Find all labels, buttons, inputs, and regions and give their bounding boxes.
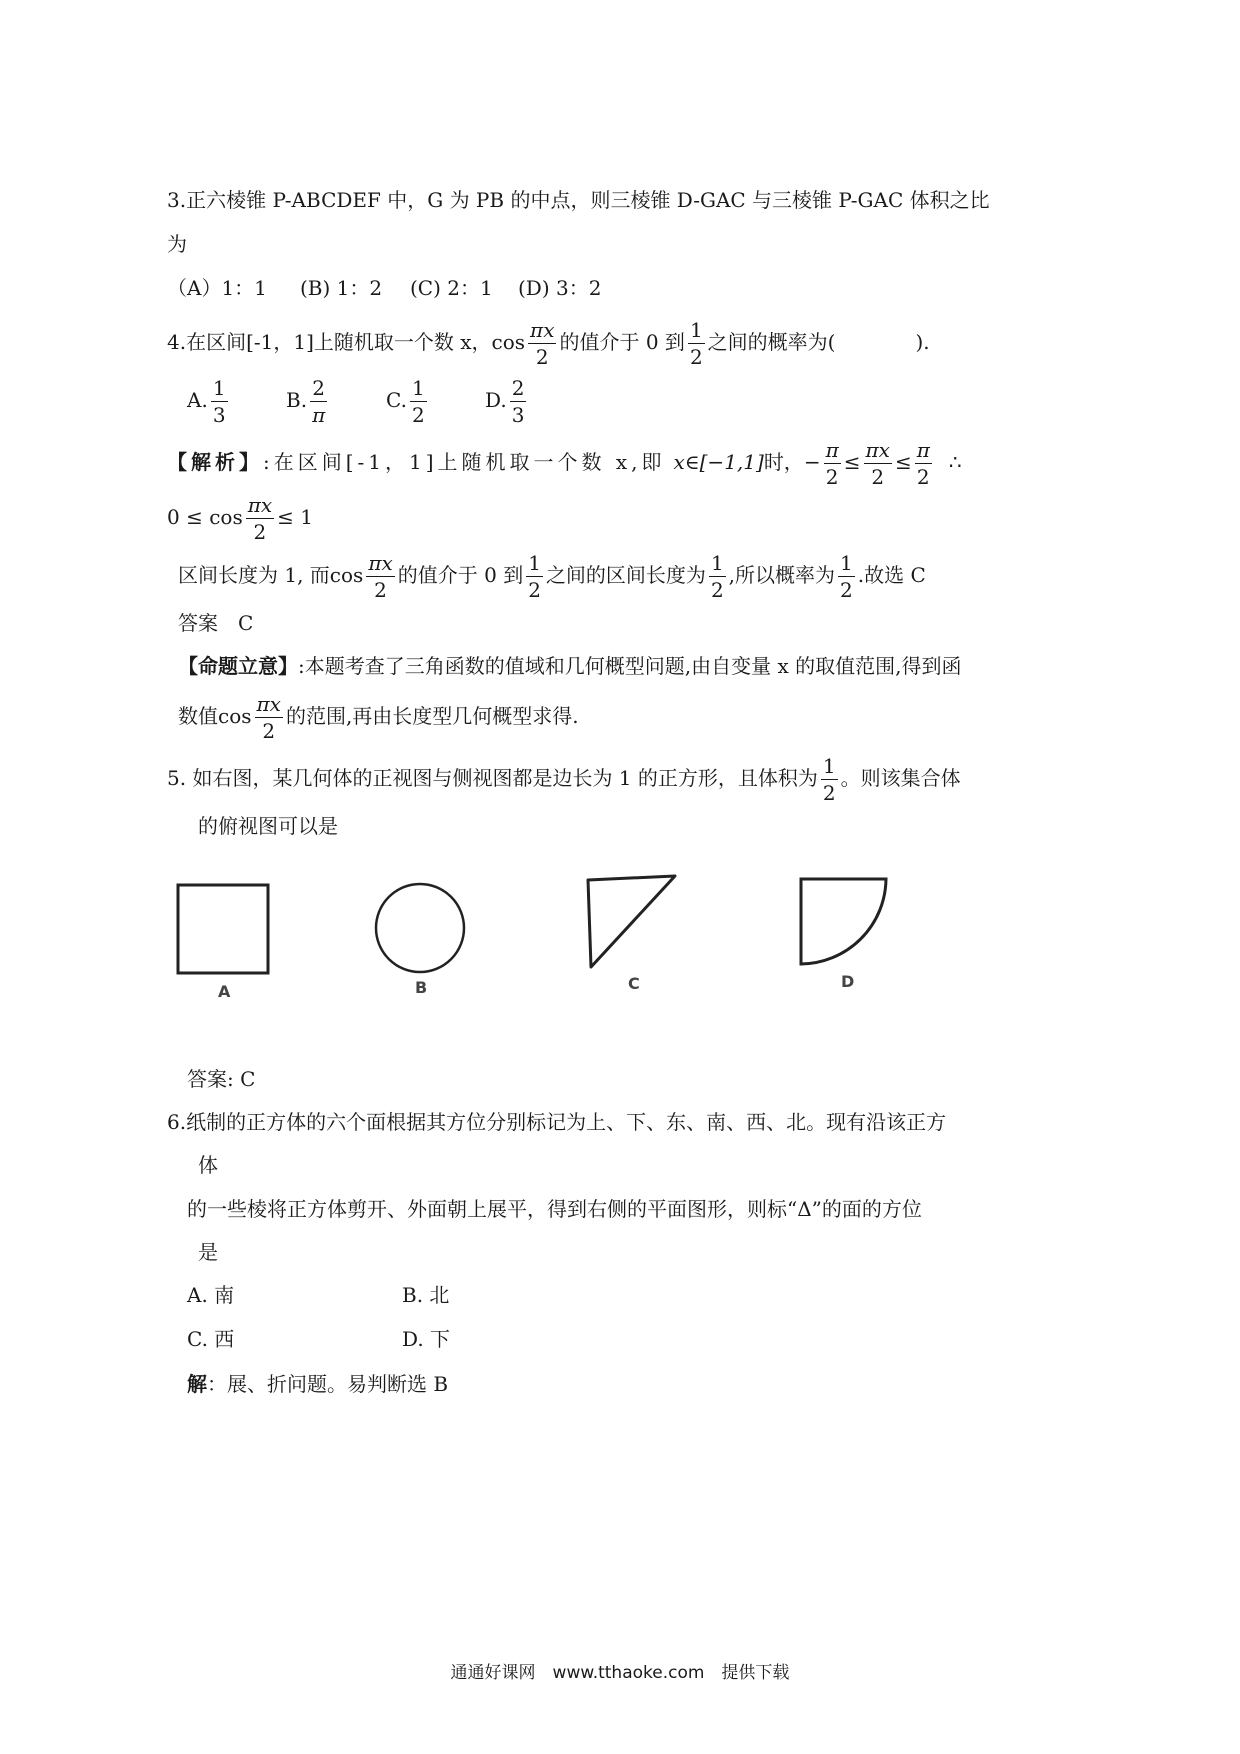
analysis-line2-fraction: $\frac{\pi x}{2}$: [247, 493, 273, 544]
q4-half-fraction: [688, 320, 705, 367]
analysis-answer: 答案 C: [178, 611, 254, 635]
q3-option-d: (D) 3：2: [518, 276, 602, 300]
analysis-line3-cos-fraction: $\frac{\pi x}{2}$: [368, 551, 393, 602]
figure-b-label: B: [415, 978, 428, 997]
q4-cos-fraction: [528, 320, 556, 367]
analysis-line1: 【解析】:在区间[-1，1]上随机取一个数 x,即 x∈[−1,1]时，− $\frac{\pi}{2}$ ≤ $\frac{\pi x}{2}$ ≤ $\frac{\pi}{2}$ ∴: [167, 438, 962, 489]
q3-line2: 为: [167, 232, 187, 256]
intent-line1: 【命题立意】:本题考查了三角函数的值域和几何概型问题,由自变量 x 的取值范围,得到函: [178, 654, 962, 678]
q4-frac-num: πx: [530, 318, 555, 342]
figure-d-quarter-circle: [801, 879, 886, 964]
analysis-membership: x∈[−1,1]: [673, 450, 764, 474]
figure-c-label: C: [628, 974, 640, 993]
analysis-text2: 时，: [763, 450, 804, 474]
intent-line2: 数值cos $\frac{\pi x}{2}$ 的范围,再由长度型几何概型求得.: [178, 692, 579, 743]
analysis-line3: 区间长度为 1, 而cos $\frac{\pi x}{2}$ 的值介于 0 到 $\frac{1}{2}$ 之间的区间长度为 $\frac{1}{2}$ ,所以概率为 $\frac{1}{2}$ .故选 C: [178, 551, 926, 602]
figure-b-circle: [376, 884, 464, 972]
q6-option-b: B. 北: [402, 1283, 450, 1307]
q6-line4: 是: [198, 1240, 218, 1264]
q4-suffix: 之间的概率为(: [707, 330, 836, 354]
q4-option-d-fraction: $\frac{2}{3}$: [511, 376, 525, 427]
analysis-pix-half: $\frac{\pi x}{2}$: [865, 438, 890, 489]
analysis-text1: :在区间[-1，1]上随机取一个数 x,即: [263, 450, 666, 474]
q6-solution-tag: 解: [187, 1372, 207, 1396]
q4-stem: [167, 320, 930, 367]
analysis-pi-half: $\frac{\pi}{2}$: [916, 438, 930, 489]
figure-a-label: A: [218, 982, 231, 1001]
q4-option-a-fraction: $\frac{1}{3}$: [212, 376, 226, 427]
q5-answer: 答案: C: [187, 1067, 256, 1091]
figure-a-square: [178, 885, 268, 973]
q3-option-c: (C) 2：1: [410, 276, 493, 300]
q4-mid: 的值介于 0 到: [559, 330, 685, 354]
q6-line3: 的一些棱将正方体剪开、外面朝上展平，得到右侧的平面图形，则标“Δ”的面的方位: [187, 1197, 922, 1221]
q6-line1: 6.纸制的正方体的六个面根据其方位分别标记为上、下、东、南、西、北。现有沿该正方: [167, 1110, 947, 1134]
page-footer: 通通好课网 www.tthaoke.com 提供下载: [450, 1663, 790, 1683]
analysis-line3-half-3: $\frac{1}{2}$: [840, 551, 853, 602]
analysis-line3-half-2: $\frac{1}{2}$: [710, 551, 724, 602]
q4-option-c-fraction: $\frac{1}{2}$: [411, 376, 425, 427]
intent-tag: 【命题立意】: [178, 654, 298, 678]
q6-option-c: C. 西: [187, 1327, 235, 1351]
analysis-neg-pi-half: $\frac{\pi}{2}$: [825, 438, 839, 489]
figure-c-triangle: [588, 876, 675, 967]
intent-cos-fraction: $\frac{\pi x}{2}$: [256, 692, 281, 743]
q6-option-a: A. 南: [187, 1283, 235, 1307]
analysis-line2: 0 ≤ cos $\frac{\pi x}{2}$ ≤ 1: [167, 493, 313, 544]
q5-top-view-figures: [150, 860, 1050, 1020]
q4-option-c: C. $\frac{1}{2}$: [386, 376, 425, 427]
q3-option-b: (B) 1：2: [300, 276, 383, 300]
q4-option-b: B. $\frac{2}{\pi}$: [286, 376, 326, 427]
q6-solution: 解：展、折问题。易判断选 B: [187, 1372, 449, 1396]
analysis-tag: 【解析】: [167, 450, 263, 474]
q4-option-d: D. $\frac{2}{3}$: [485, 376, 525, 427]
q4-frac-den: 2: [535, 345, 549, 369]
q3-option-a: （A）1：1: [167, 276, 267, 300]
q6-line2: 体: [198, 1153, 218, 1177]
analysis-therefore: ∴: [948, 450, 962, 474]
q4-half-den: 2: [689, 345, 703, 369]
q4-cos: cos: [491, 330, 526, 354]
figure-d-label: D: [841, 972, 855, 991]
q6-option-d: D. 下: [402, 1327, 451, 1351]
q4-option-b-fraction: $\frac{2}{\pi}$: [312, 376, 326, 427]
q4-prefix: 4.在区间[-1，1]上随机取一个数 x，: [167, 330, 492, 354]
q5-line1: 5. 如右图，某几何体的正视图与侧视图都是边长为 1 的正方形，且体积为 $\frac{1}{2}$ 。则该集合体: [167, 754, 961, 805]
q5-line2: 的俯视图可以是: [198, 814, 338, 838]
analysis-line3-half-1: $\frac{1}{2}$: [528, 551, 541, 602]
q4-close: ).: [915, 330, 930, 354]
q4-option-a: A. $\frac{1}{3}$: [187, 376, 226, 427]
q3-line1: 3.正六棱锥 P-ABCDEF 中，G 为 PB 的中点，则三棱锥 D-GAC 与三棱锥 P-GAC 体积之比: [167, 188, 990, 212]
q5-volume-fraction: $\frac{1}{2}$: [822, 754, 836, 805]
q4-half-num: 1: [689, 318, 703, 342]
